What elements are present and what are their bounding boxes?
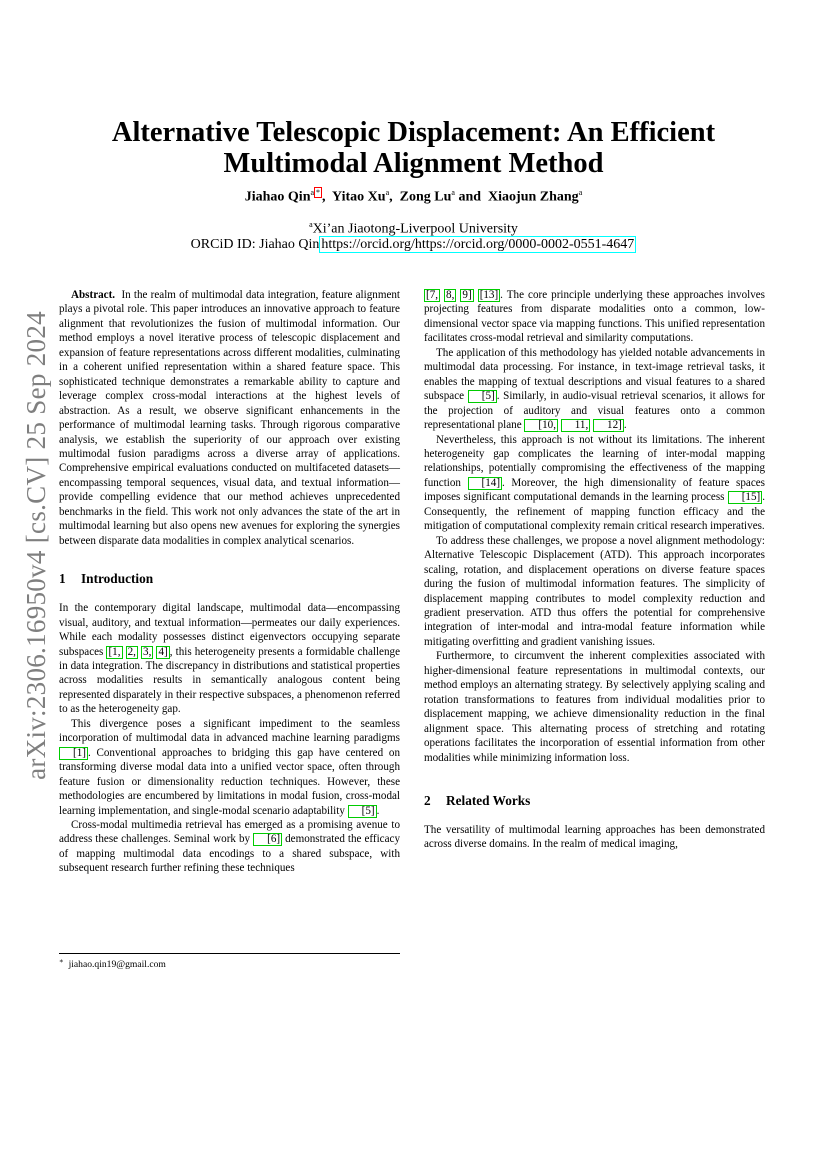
footnote: ∗ jiahao.qin19@gmail.com: [59, 957, 166, 971]
affiliation-mark: a: [310, 188, 315, 197]
author-name: Jiahao Qin: [244, 189, 311, 205]
intro-paragraph: Cross-modal multimedia retrieval has emerged as a promising avenue to address these challenges. Seminal work by [6] demonstrated the efficacy of mapping multimodal data encodings to a shared subspace, with subsequent research further refining these techniques: [59, 818, 400, 875]
right-column: [424, 288, 765, 852]
author-list: Jiahao Qin$^a$ * , Yitao Xu$^a$, Zong Lu$^a$ and Xiaojun Zhang$^a$: [244, 188, 583, 205]
orcid-line: ORCiD ID: Jiahao Qin https://orcid.org/https://orcid.org/0000-0002-0551-4647: [190, 237, 635, 252]
related-works-paragraph: The versatility of multimodal learning approaches has been demonstrated across diverse domains. In the realm of medical imaging,: [424, 823, 765, 851]
intro-paragraph: Furthermore, to circumvent the inherent complexities associated with higher-dimensional feature representations in multimodal contexts, our method employs an alternating strategy. By selectively applying scaling and rotation transformations to features from individual modalities prior to displacement mapping, we achieve dimensionality reduction in the final alignment space. This alternating process of stretching and rotating operations facilitates the incorporation of essential information from other modalities while minimizing information loss.: [424, 650, 765, 764]
section-heading-related-works: 2 Related Works: [424, 792, 531, 808]
affiliation-mark: a: [451, 188, 455, 197]
citation-link[interactable]: 2,: [127, 645, 136, 658]
citation-link[interactable]: [6]: [253, 833, 282, 846]
intro-paragraph: The application of this methodology has yielded notable advancements in multimodal data processing. For instance, in text-image retrieval tasks, it enables the mapping of textual descriptions and visual features to a shared subspace [5] . Similarly, in audio-visual retrieval scenarios, it allows for the projection of auditory and visual features onto a common representational plane [10, 11, 12] .: [424, 346, 766, 432]
author-name: Xiaojun Zhang: [488, 189, 579, 205]
citation-link[interactable]: [1,: [108, 645, 121, 658]
arxiv-side-label: arXiv:2306.16950v4 [cs.CV] 25 Sep 2024: [20, 310, 51, 780]
citation-link[interactable]: [7,: [426, 289, 439, 301]
footnote-link[interactable]: *: [316, 188, 321, 197]
footnote-rule: [59, 953, 400, 954]
author-name: Yitao Xu: [332, 189, 386, 205]
citation-link[interactable]: [10,: [524, 419, 558, 432]
citation-link[interactable]: [1]: [59, 747, 88, 760]
citation-link[interactable]: 11,: [561, 419, 590, 432]
affiliation: $^a$Xi’an Jiaotong-Liverpool University: [309, 220, 518, 237]
intro-paragraph: To address these challenges, we propose a novel alignment methodology: Alternative Telescopic Displacement (ATD). This approach incorporates scaling, rotation, and displacement operations on diverse feature spaces during the fusion of multimodal information features. The simplicity of displacement mapping contributes to model complexity reduction and gradient preservation. ATD thus offers the potential for comprehensive integration of inter-modal and intra-modal feature information while mitigating overfitting and gradient vanishing issues.: [424, 534, 765, 648]
left-column: [59, 288, 400, 876]
author-name: Zong Lu: [399, 189, 452, 205]
title-line-1: Alternative Telescopic Displacement: An Efficient: [111, 117, 716, 148]
intro-paragraph: In the contemporary digital landscape, multimodal data—encompassing visual, auditory, and textual information—permeates our daily experiences. While each modality possesses distinct eigenvectors occupying separate subspaces [1, 2, 3, 4] , this heterogeneity presents a formidable challenge in data integration. The discrepancy in distributions and statistical properties across modalities results in semantically analogous content being represented disparately in their respective subspaces, a phenomenon referred to as the heterogeneity gap.: [59, 602, 400, 716]
citation-link[interactable]: 8,: [446, 289, 455, 301]
citation-link[interactable]: [14]: [468, 477, 502, 490]
citation-link[interactable]: 4]: [158, 645, 168, 658]
affiliation-mark: a: [385, 188, 390, 197]
section-heading-introduction: 1 Introduction: [59, 571, 154, 587]
paper-title: [60, 117, 767, 179]
citation-link[interactable]: [13]: [479, 289, 499, 301]
citation-link[interactable]: [15]: [728, 491, 762, 504]
abstract-label: Abstract.: [71, 289, 116, 301]
affiliation-mark: a: [578, 188, 583, 197]
abstract: Abstract. In the realm of multimodal data integration, feature alignment plays a pivotal role. This paper introduces an innovative approach to feature alignment that revolutionizes the fusion of multimodal information. Our method employs a novel iterative process of telescopic displacement and expansion of feature representations across different modalities, culminating in a coherent unified representation within a shared feature space. This sophisticated technique demonstrates a remarkable ability to capture and leverage complex cross-modal interactions at the highest levels of abstraction. As a result, we observe significant enhancements in the performance of multimodal learning tasks. Through rigorous comparative analysis, we establish the superiority of our approach over existing multimodal fusion paradigms across a diverse array of applications. Comprehensive empirical evaluations conducted on multifaceted datasets—encompassing temporal sequences, visual data, and textual information—provide compelling evidence that our method achieves unprecedented benchmarks in the field. This work not only advances the state of the art in multimodal learning but also opens new avenues for exploring the synergies between disparate data modalities in complex analytical scenarios.: [59, 289, 400, 547]
orcid-link[interactable]: https://orcid.org/https://orcid.org/0000-0002-0551-4647: [321, 237, 635, 252]
citation-link[interactable]: [5]: [468, 390, 497, 403]
citation-link[interactable]: [5]: [348, 805, 377, 818]
title-line-2: Multimodal Alignment Method: [223, 148, 604, 179]
intro-paragraph: Nevertheless, this approach is not without its limitations. The inherent heterogeneity gap complicates the learning of inter-modal mapping relationships, potentially compromising the effectiveness of the mapping function [14] . Moreover, the high dimensionality of feature spaces imposes significant computational demands in the learning process [15] . Consequently, the refinement of mapping function efficacy and the mitigation of computational complexity remain critical research imperatives.: [424, 433, 765, 533]
citation-link[interactable]: 9]: [462, 289, 472, 301]
citation-link[interactable]: 12]: [593, 419, 624, 432]
citation-link[interactable]: 3,: [143, 645, 152, 658]
intro-paragraph: This divergence poses a significant impediment to the seamless incorporation of multimodal data in advanced machine learning paradigms [1] . Conventional approaches to bridging this gap have centered on transforming diverse modal data into a unified vector space, often through feature fusion or dimensionality reduction techniques. However, these methodologies are encumbered by limitations in modal fusion, cross-modal learning implementation, and single-modal scenario adaptability [5] .: [59, 717, 400, 817]
intro-paragraph-continued: [7, 8, 9] [13] . The core principle underlying these approaches involves projecting features from disparate modalities onto a common, low-dimensional vector space via mapping functions. This unified representation facilitates cross-modal retrieval and similarity computations.: [424, 289, 765, 345]
